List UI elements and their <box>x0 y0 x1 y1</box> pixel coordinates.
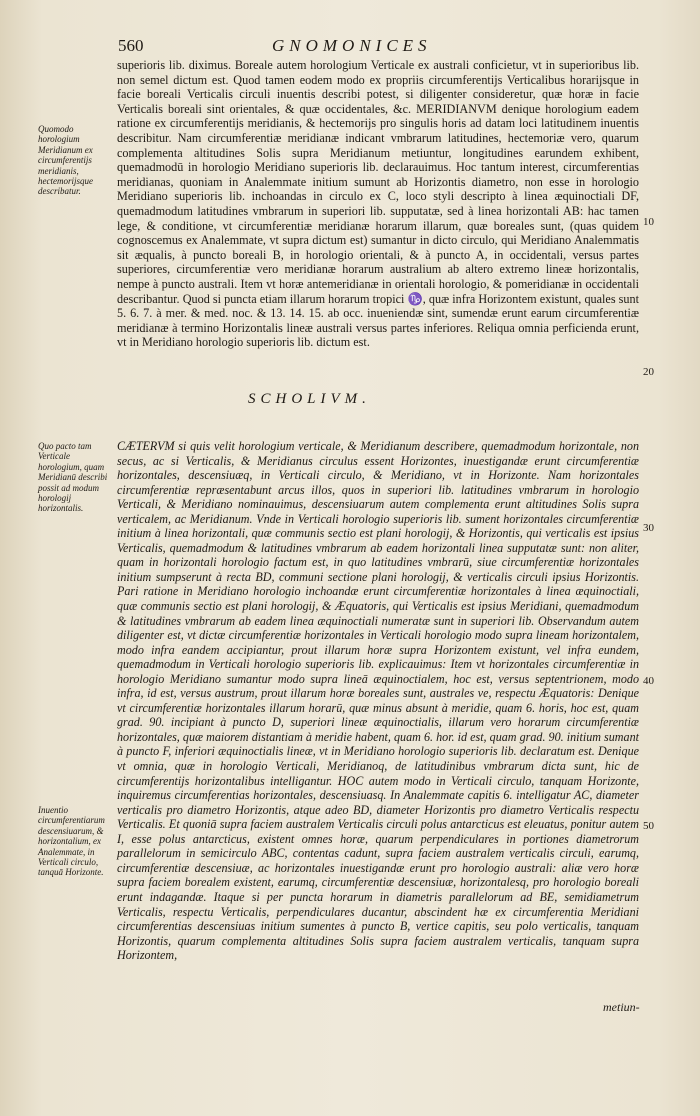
margin-note-meridian: Quomodo horologium Meridianum ex circumferentijs meridianis, hectemorijsque describatur. <box>38 124 93 197</box>
scholium-heading: SCHOLIVM. <box>248 391 371 407</box>
line-number-40: 40 <box>643 675 654 687</box>
main-paragraph: superioris lib. diximus. Boreale autem horologium Verticale ex australi conficietur, vt in superioribus lib. non semel dictum est. Quod tamen eodem modo ex propriis circumferentijs Verticalibus horarijsque in facie boreali Verticalis circuli inuentis describi potest, si diligenter consideretur, quæ horæ in facie Verticalis boreali sint orientales, & quæ occidentales, &c. MERIDIANVM denique horologium eadem ratione ex circumferentijs meridianis, & hectemorijs pro singulis horis ad datam loci latitudinem inuentis describitur. Nam circumferentiæ meridianæ indicant vmbrarum latitudines, hectemoriæ vero, quarum complementa altitudines Solis supra Meridianum metiuntur, longitudines earundem exhibent, quemadmodū in horologio Meridiano superioris lib. declarauimus. Hoc tantum interest, circumferentias meridianas, quoniam in Analemmate initium sumunt ab Horizontis diametro, non esse in horologio Meridiano superioris lib. inchoandas in circulo ex C, loco styli descripto à linea æquinoctiali DF, quemadmodum latitudines vmbrarum in superiori lib. supputatæ, sed à linea horizontali AB: hac tamen lege, & conditione, vt circumferentiæ meridianæ horarum illarum, quæ boreales sunt, (quas quidem cognoscemus ex Analemmate, vt supra dictum est) sumantur in dicto circulo, qui Meridiano Analemmatis sit æqualis, à puncto boreali B, in horologio orientali, & à puncto A, in occidentali, versus partes superiores, circumferentiæ vero meridianæ horarum australium ab altero extremo lineæ horizontalis, nempe à puncto australi. Item vt horæ antemeridianæ in orientali horologio, & pomeridianæ in occidentali describantur. Quod si puncta etiam illarum horarum tropici ♑, quæ infra Horizontem existunt, quales sunt 5. 6. 7. à mer. & med. noc. & 13. 14. 15. ab occ. inueniendæ sint, sumendæ erunt earum circumferentiæ meridianæ à termino Horizontalis lineæ australi versus partes inferiores. Reliqua omnia perficienda erunt, vt in Meridiano horologio superioris lib. dictum est. <box>117 58 639 350</box>
scholium-text: CÆTERVM si quis velit horologium verticale, & Meridianum describere, quemadmodum horizontale, non secus, ac si Verticalis, & Meridianus circulus essent Horizontes, inuestigandæ erunt circumferentiæ horizontales, descensiuæq, in Verticali circulo, & Meridiano, vt in Horizonte. Nam horizontales circumferentiæ repræsentabunt arcus illos, quos in superiori lib. latitudines vmbrarum in horologio Verticali, & Meridiano nominauimus, descensiuarum autem complementa erunt altitudines Solis supra verticalem, ac Meridianum. Vnde in Verticali horologio superioris lib. sument horizontales circumferentiæ initium à linea horizontali, quæ communis sectio est plani horologij, & Horizontis, qui verticalis est ipsius Verticalis, quemadmodum & latitudines vmbrarum ab eadem horizontali linea supputatæ sunt: non aliter, quam in horizontali horologio factum est, in quo latitudines vmbrarū, siue circumferentiæ horizontales initium sumpserunt à recta BD, communi sectione plani horologij, & verticalis circuli ipsius Horizontis. Pari ratione in Meridiano horologio inchoandæ erunt circumferentiæ horizontales à linea æquinoctiali, quæ communis sectio est plani horologij, & Æquatoris, qui Verticalis est ipsius Meridiani, quemadmodum & latitudines vmbrarum ab eadem linea æquinoctiali numeratæ sunt in superiori lib. Observandum autem diligenter est, vt dictæ circumferentiæ horizontales in Verticali horologio modo supra lineam horizontalem, modo infra eandem accipiantur, prout illarum horæ supra Horizontem existunt, vel infra eundem, quemadmodum in Verticali horologio superioris lib. explicauimus: Item vt horizontales circumferentiæ in horologio Meridiano sumantur modo supra lineā æquinoctialem, hoc est, versus septentrionem, modo infra, id est, versus austrum, prout illarum horæ boreales sunt, australes ve, respectu Æquatoris: Denique vt circumferentiæ horizontales illarum horarū, quæ minus absunt à meridie, quam 6. horis, hoc est, quam grad. 90. incipiant à puncto D, superiori lineæ æquinoctialis, illarum vero horarum circumferentiæ horizontales, quæ maiorem distantiam à meridie habent, quam 6. hor. id est, quam grad. 90. initium sumant à puncto F, inferiori æquinoctialis lineæ, vt in Meridiano horologio superioris lib. declaratum est. Denique vt omnia, quæ in horologio Verticali, Meridianoq, de latitudinibus vmbrarum dicta sunt, hic de circumferentijs horizontalibus intelligantur. HOC autem modo in Verticali circulo, tanquam Horizonte, inquiremus circumferentias horizontales, descensiuasq. In Analemmate capitis 6. intelligatur AC, diameter verticalis pro diametro Horizontis, atque adeo BD, diameter Horizontis pro diametro Verticalis respectu Verticalis. Et quoniā supra faciem australem Verticalis circuli polus antarcticus est eleuatus, ponitur autem I, esse polus antarcticus, existent omnes horæ, quarum perpendiculares in portiones diametrorum parallelorum in semicirculo ABC, contentas cadunt, supra faciem australem verticalis circuli, earumq, circumferentiæ descensiuæ, ac horizontales inuestigandæ erunt pro horologio australi: aliæ vero horæ supra faciem borealem existent, earumq, circumferentiæ descensiuæ, horizontalesq, pro horologio boreali erunt indagandæ. Itaque si per puncta horarum in diametris parallelorum ad BE, semidiametrum Verticalis, respectu Verticalis, perpendiculares ducantur, abscindent hæ ex circumferentia Meridiani circumferentias descensiuas initium sumentes à puncto B, vertice capitis, seu polo verticalis, tanquam Horizontis, quarum complementa altitudines Solis supra faciem australem verticalis, tanquam supra Horizontem, <box>117 439 639 963</box>
catchword: metiun- <box>603 1000 640 1014</box>
running-title: GNOMONICES <box>272 36 432 55</box>
line-number-50: 50 <box>643 820 654 832</box>
line-number-10: 10 <box>643 216 654 228</box>
margin-note-vertical: Quo pacto tam Verticale horologium, quam Meridianū describi possit ad modum horologij horizontalis. <box>38 441 108 514</box>
margin-note-analemma: Inuentio circumferentiarum descensiuarum, & horizontalium, ex Analemmate, in Verticali circulo, tanquā Horizonte. <box>38 805 105 878</box>
line-number-20: 20 <box>643 366 654 378</box>
line-number-30: 30 <box>643 522 654 534</box>
page-number: 560 <box>118 36 144 55</box>
